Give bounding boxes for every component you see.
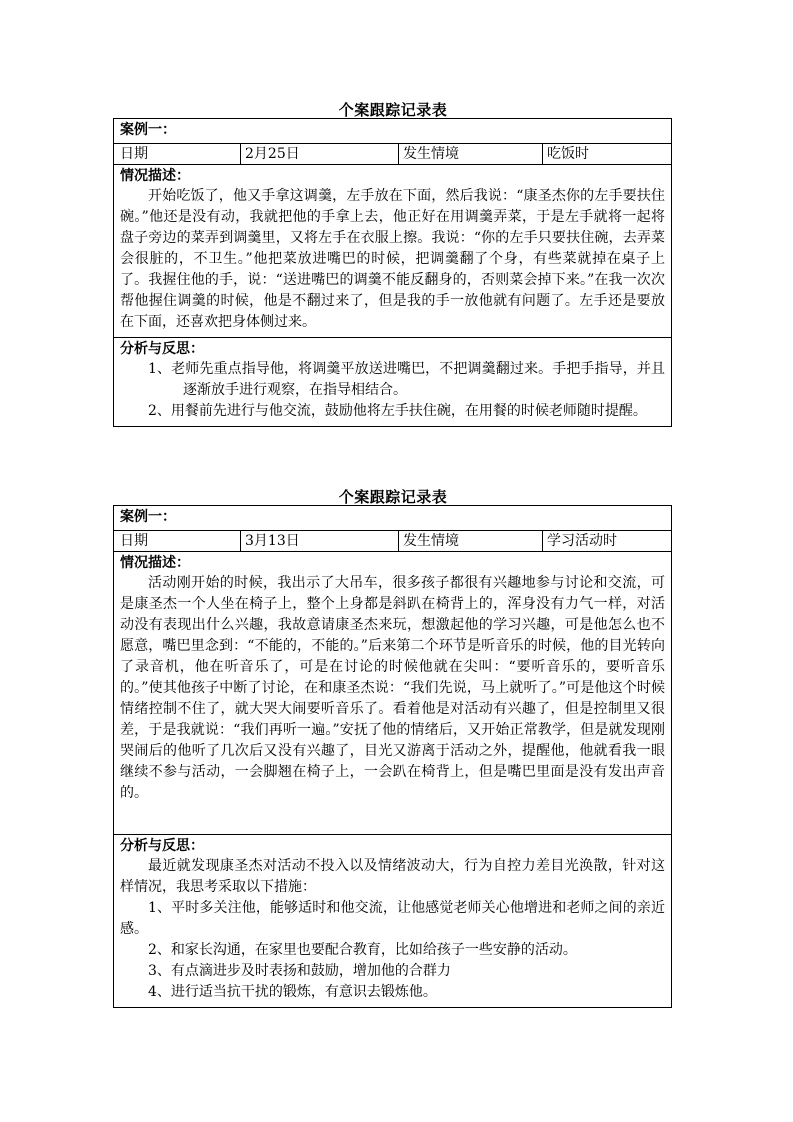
record-1-analysis xyxy=(114,337,671,426)
record-1-context-value: 吃饭时 xyxy=(542,144,671,164)
record-1-desc-text: 开始吃饭了，他又手拿这调羹，左手放在下面，然后我说：“康圣杰你的左手要扶住碗。”他还是没有动，我就把他的手拿上去，他正好在用调羹弄菜，于是左手就将一起将盘子旁边的菜弄到调羹里，又将左手在衣服上擦。我说：“你的左手只要扶住碗，去弄菜会很脏的，不卫生。”他把菜放进嘴巴的时候，把调羹翻了个身，有些菜就掉在桌子上了。我握住他的手，说：“送进嘴巴的调羹不能反翻身的，否则菜会掉下来。”在我一次次帮他握住调羹的时候，他是不翻过来了，但是我的手一放他就有问题了。左手还是要放在下面，还喜欢把身体侧过来。 xyxy=(120,188,665,330)
record-2-context-label: 发生情境 xyxy=(398,531,542,551)
record-1-date-label: 日期 xyxy=(120,146,148,162)
record-2-analysis xyxy=(114,834,671,1007)
record-2-analysis-item-3: 3、有点滴进步及时表扬和鼓励，增加他的合群力 xyxy=(148,963,451,979)
record-2-date-value: 3月13日 xyxy=(240,531,398,551)
record-2-desc-text: 活动刚开始的时候，我出示了大吊车，很多孩子都很有兴趣地参与讨论和交流，可是康圣杰一个人坐在椅子上，整个上身都是斜趴在椅背上的，浑身没有力气一样，对活动没有表现出什么兴趣，我故意请康圣杰来玩，想激起他的学习兴趣，可是他怎么也不愿意，嘴巴里念到：“不能的，不能的。”后来第二个环节是听音乐的时候，他的目光转向了录音机，他在听音乐了，可是在讨论的时候他就在尖叫：“要听音乐的，要听音乐的。”使其他孩子中断了讨论，在和康圣杰说：“我们先说，马上就听了。”可是他这个时候情绪控制不住了，就大哭大闹要听音乐了。看着他是对活动有兴趣了，但是控制里又很差，于是我就说：“我们再听一遍。”安抚了他的情绪后，又开始正常教学，但是就发现刚哭闹后的他听了几次后又没有兴趣了，目光又游离于活动之外，提醒他，他就看我一眼继续不参与活动，一会脚翘在椅子上，一会趴在椅背上，但是嘴巴里面是没有发出声音的。 xyxy=(120,575,665,801)
record-1-table xyxy=(113,118,672,427)
record-1-analysis-item-2: 2、用餐前先进行与他交流，鼓励他将左手扶住碗，在用餐的时候老师随时提醒。 xyxy=(148,403,647,419)
record-2-table xyxy=(113,505,672,1008)
record-1-analysis-label: 分析与反思： xyxy=(120,341,204,357)
record-1-title: 个案跟踪记录表 xyxy=(338,101,448,119)
record-1-desc-label: 情况描述： xyxy=(120,168,190,184)
record-2-desc-label: 情况描述： xyxy=(120,555,190,571)
record-2-analysis-item-1: 1、平时多关注他，能够适时和他交流，让他感觉老师关心他增进和老师之间的亲近感。 xyxy=(120,900,665,937)
record-2-case-label: 案例一： xyxy=(120,509,176,525)
record-2-title: 个案跟踪记录表 xyxy=(338,488,448,506)
record-2-analysis-item-4: 4、进行适当抗干扰的锻炼，有意识去锻炼他。 xyxy=(148,984,437,1000)
record-2-description xyxy=(114,551,671,834)
record-1-analysis-item-1: 1、老师先重点指导他，将调羹平放送进嘴巴，不把调羹翻过来。手把手指导，并且逐渐放手进行观察，在指导相结合。 xyxy=(148,361,665,398)
record-1-date-value: 2月25日 xyxy=(240,144,398,164)
record-2-date-label: 日期 xyxy=(120,533,148,549)
record-1-info-row xyxy=(114,143,671,164)
record-2-context-value: 学习活动时 xyxy=(542,531,671,551)
record-1-context-label: 发生情境 xyxy=(398,144,542,164)
record-1-description xyxy=(114,164,671,337)
record-1-case-label: 案例一： xyxy=(120,122,176,138)
record-2-analysis-item-2: 2、和家长沟通，在家里也要配合教育，比如给孩子一些安静的活动。 xyxy=(148,942,577,958)
record-2-analysis-intro: 最近就发现康圣杰对活动不投入以及情绪波动大，行为自控力差目光涣散，针对这样情况，我思考采取以下措施： xyxy=(120,858,665,895)
record-2-desc-blank-line xyxy=(120,804,665,830)
record-2-info-row xyxy=(114,530,671,551)
record-2-analysis-label: 分析与反思： xyxy=(120,838,204,854)
